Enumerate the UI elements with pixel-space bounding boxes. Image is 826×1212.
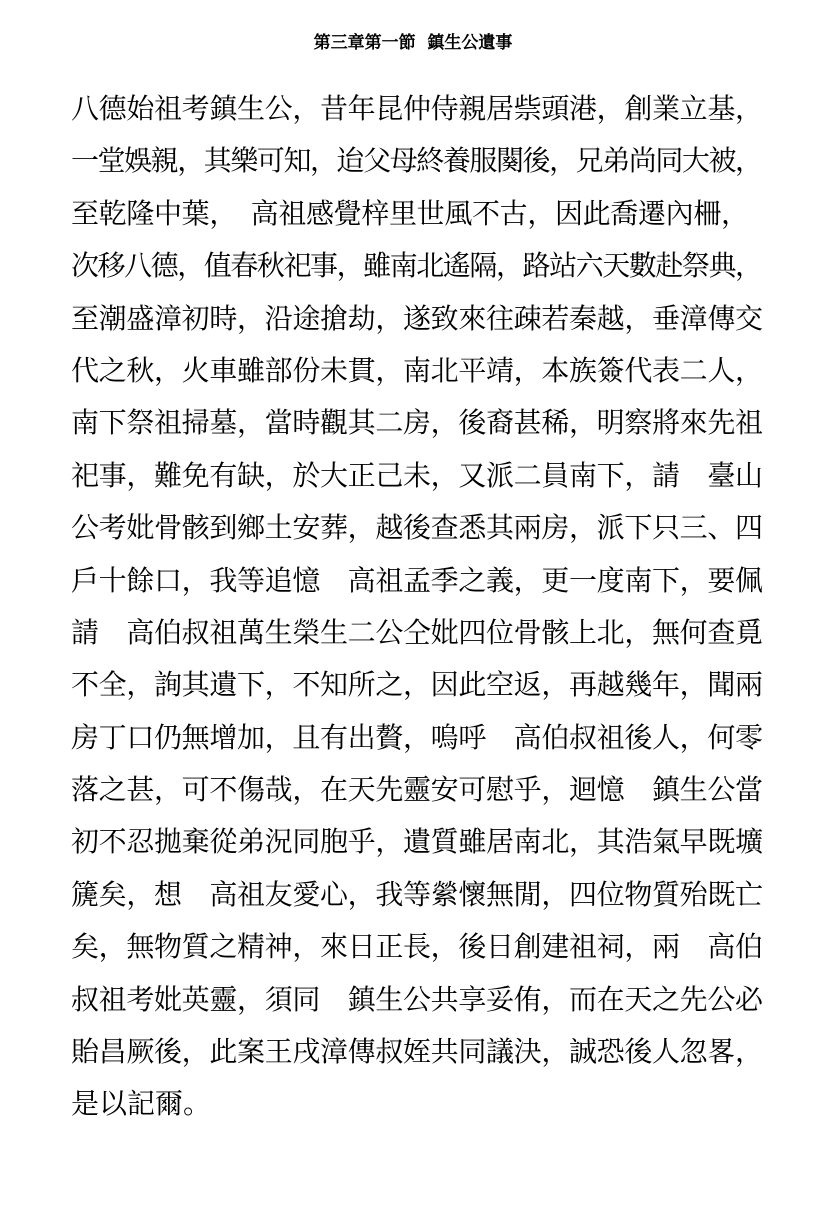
text-line: 篪矣，想 高祖友愛心，我等縈懷無閒，四位物質殆既亡 <box>71 877 763 911</box>
section-heading: 第三章第一節 鎮生公遺事 <box>313 33 513 53</box>
text-line: 貽昌厥後，此案王戌漳傳叔姪共同議決，誠恐後人忽畧， <box>71 1035 763 1069</box>
text-line: 八德始祖考鎮生公，昔年昆仲侍親居祡頭港，創業立基， <box>71 92 763 125</box>
text-line: 公考妣骨骸到鄉土安葬，越後查悉其兩房，派下只三、四 <box>71 511 763 545</box>
text-line: 祀事，難免有缺，於大正己未，又派二員南下，請 臺山 <box>71 458 763 492</box>
text-line: 至乾隆中葉， 高祖感覺梓里世風不古，因此喬遷內柵， <box>71 196 749 230</box>
text-line: 不全，詢其遺下，不知所之，因此空返，再越幾年，聞兩 <box>71 668 763 702</box>
text-line: 戶十餘口，我等追憶 高祖孟季之義，更一度南下，要佩 <box>71 563 763 597</box>
text-line: 次移八德，值春秋祀事，雖南北遙隔，路站六天數赴祭典， <box>71 249 762 283</box>
text-line: 南下祭祖掃墓，當時觀其二房，後裔甚稀，明察將來先祖 <box>71 406 763 440</box>
text-line: 初不忍拋棄從弟況同胞乎，遺質雖居南北，其浩氣早既壙 <box>71 825 763 859</box>
text-line: 矣，無物質之精神，來日正長，後日創建祖祠，兩 高伯 <box>71 930 763 964</box>
text-line: 請 高伯叔祖萬生榮生二公仝妣四位骨骸上北，無何查覓 <box>71 615 763 649</box>
text-line: 代之秋，火車雖部份未貫，南北平靖，本族簽代表二人， <box>71 353 763 387</box>
text-line: 叔祖考妣英靈，須同 鎮生公共享妥侑，而在天之先公必 <box>71 982 763 1016</box>
body-text <box>71 83 771 1131</box>
text-line: 至潮盛漳初時，沿途搶劫，遂致來往疎若秦越，垂漳傳交 <box>71 301 763 335</box>
text-line: 一堂娛親，其樂可知，迨父母終養服闋後，兄弟尚同大被， <box>71 144 762 178</box>
text-line: 落之甚，可不傷哉，在天先靈安可慰乎，迴憶 鎮生公當 <box>71 773 763 807</box>
text-line: 房丁口仍無增加，且有出贅，嗚呼 高伯叔祖後人，何零 <box>71 720 763 754</box>
text-line: 是以記爾。 <box>71 1087 212 1121</box>
